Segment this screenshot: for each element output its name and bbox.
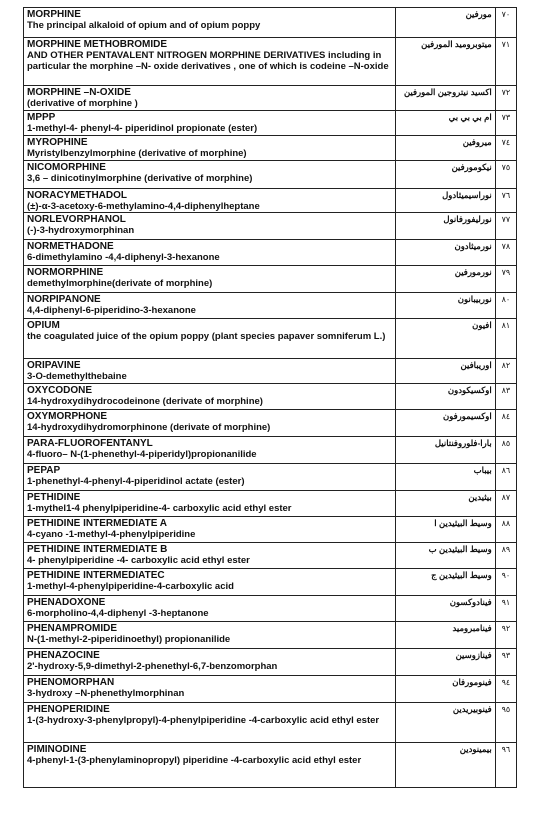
arabic-name: نوراسيميثادول (395, 189, 495, 213)
substance-name: NORLEVORPHANOL (27, 214, 126, 225)
substance-name: MPPP (27, 112, 56, 123)
arabic-name: نورليفورفانول (395, 213, 495, 240)
row-number: ٧٤ (495, 136, 516, 161)
table-row (24, 293, 517, 319)
arabic-name: نوربيبانون (395, 293, 495, 319)
substance-description: 14-hydroxydihydromorphinone (derivate of morphine) (27, 422, 271, 433)
row-number: ٧٦ (495, 189, 516, 213)
english-cell (24, 240, 396, 266)
arabic-name: وسيط البيثيدين ب (395, 543, 495, 569)
arabic-name: بيمينودين (395, 743, 495, 788)
row-number: ٧٧ (495, 213, 516, 240)
table-row (24, 491, 517, 517)
english-cell (24, 676, 396, 703)
table-row (24, 240, 517, 266)
substance-description: 1-methyl-4-phenylpiperidine-4-carboxylic acid (27, 581, 234, 592)
arabic-name: بيثيدين (395, 491, 495, 517)
english-cell (24, 359, 396, 384)
substance-description: N-(1-methyl-2-piperidinoethyl) propionanilide (27, 634, 231, 645)
substance-name: NORMETHADONE (27, 241, 114, 252)
row-number: ٧٢ (495, 86, 516, 111)
substance-description: 14-hydroxydihydrocodeinone (derivate of morphine) (27, 396, 263, 407)
table-row (24, 464, 517, 491)
english-cell (24, 543, 396, 569)
table-row (24, 213, 517, 240)
substance-name: MORPHINE –N-OXIDE (27, 87, 131, 98)
english-cell (24, 161, 396, 189)
row-number: ٩٥ (495, 703, 516, 743)
row-number: ٩١ (495, 596, 516, 622)
row-number: ٨٩ (495, 543, 516, 569)
arabic-name: وسيط البيثيدين ج (395, 569, 495, 596)
substance-description: 3-hydroxy –N-phenethylmorphinan (27, 688, 185, 699)
english-cell (24, 384, 396, 410)
english-cell (24, 464, 396, 491)
english-cell (24, 38, 396, 86)
table-row (24, 437, 517, 464)
table-row (24, 319, 517, 359)
substance-description: (±)-α-3-acetoxy-6-methylamino-4,4-diphenylheptane (27, 201, 260, 212)
substance-description: 2'-hydroxy-5,9-dimethyl-2-phenethyl-6,7-benzomorphan (27, 661, 278, 672)
substance-name: PIMINODINE (27, 744, 87, 755)
arabic-name: فينومورفان (395, 676, 495, 703)
substance-name: NORPIPANONE (27, 294, 101, 305)
row-number: ٩٤ (495, 676, 516, 703)
arabic-name: ميتوبروميد المورفين (395, 38, 495, 86)
narcotics-table (23, 7, 517, 788)
substance-name: MORPHINE (27, 9, 81, 20)
arabic-name: مورفين (395, 8, 495, 38)
row-number: ٨٥ (495, 437, 516, 464)
arabic-name: نورمورفين (395, 266, 495, 293)
row-number: ٨٤ (495, 410, 516, 437)
substance-name: PETHIDINE INTERMEDIATEC (27, 570, 165, 581)
substance-description: the coagulated juice of the opium poppy (plant species papaver somniferum L.) (27, 331, 386, 342)
row-number: ٨٧ (495, 491, 516, 517)
english-cell (24, 649, 396, 676)
substance-description: 4- phenylpiperidine -4- carboxylic acid ethyl ester (27, 555, 250, 566)
substance-description: 6-morpholino-4,4-diphenyl -3-heptanone (27, 608, 209, 619)
substance-name: MYROPHINE (27, 137, 88, 148)
substance-name: NICOMORPHINE (27, 162, 106, 173)
row-number: ٨٦ (495, 464, 516, 491)
substance-description: 1-methyl-4- phenyl-4- piperidinol propionate (ester) (27, 123, 258, 134)
table-row (24, 569, 517, 596)
row-number: ٨٠ (495, 293, 516, 319)
substance-name: PARA-FLUOROFENTANYL (27, 438, 153, 449)
substance-name: PHENADOXONE (27, 597, 106, 608)
english-cell (24, 622, 396, 649)
english-cell (24, 136, 396, 161)
table-row (24, 38, 517, 86)
substance-description: 3,6 – dinicotinylmorphine (derivative of morphine) (27, 173, 253, 184)
table-row (24, 410, 517, 437)
row-number: ٨١ (495, 319, 516, 359)
english-cell (24, 266, 396, 293)
table-row (24, 649, 517, 676)
english-cell (24, 569, 396, 596)
arabic-name: ام بي بي بي (395, 111, 495, 136)
row-number: ٩٠ (495, 569, 516, 596)
row-number: ٧٠ (495, 8, 516, 38)
row-number: ٨٢ (495, 359, 516, 384)
table-row (24, 543, 517, 569)
substance-name: PEPAP (27, 465, 61, 476)
table-row (24, 703, 517, 743)
substance-description: (-)-3-hydroxymorphinan (27, 225, 135, 236)
arabic-name: ميروفين (395, 136, 495, 161)
english-cell (24, 743, 396, 788)
substance-name: NORACYMETHADOL (27, 190, 127, 201)
substance-description: AND OTHER PENTAVALENT NITROGEN MORPHINE DERIVATIVES including in particular the morphine –N- oxide derivatives , one of which is codeine –N-oxide (27, 50, 389, 72)
substance-name: OPIUM (27, 320, 60, 331)
table-row (24, 359, 517, 384)
substance-name: PETHIDINE (27, 492, 81, 503)
arabic-name: اوكسيكودون (395, 384, 495, 410)
arabic-name: اوكسيمورفون (395, 410, 495, 437)
substance-description: 1-(3-hydroxy-3-phenylpropyl)-4-phenylpiperidine -4-carboxylic acid ethyl ester (27, 715, 380, 726)
arabic-name: اوريبافين (395, 359, 495, 384)
arabic-name: وسيط البيثيدين ا (395, 517, 495, 543)
row-number: ٩٦ (495, 743, 516, 788)
row-number: ٧٣ (495, 111, 516, 136)
english-cell (24, 491, 396, 517)
arabic-name: فينادوكسون (395, 596, 495, 622)
arabic-name: بيباب (395, 464, 495, 491)
row-number: ٧٥ (495, 161, 516, 189)
table-body (24, 8, 517, 788)
table-row (24, 622, 517, 649)
table-row (24, 596, 517, 622)
substance-description: 4,4-diphenyl-6-piperidino-3-hexanone (27, 305, 196, 316)
arabic-name: فينامبروميد (395, 622, 495, 649)
table-row (24, 676, 517, 703)
substance-name: MORPHINE METHOBROMIDE (27, 39, 167, 50)
row-number: ٨٨ (495, 517, 516, 543)
row-number: ٩٣ (495, 649, 516, 676)
table-row (24, 743, 517, 788)
english-cell (24, 410, 396, 437)
row-number: ٨٣ (495, 384, 516, 410)
substance-description: 6-dimethylamino -4,4-diphenyl-3-hexanone (27, 252, 220, 263)
substance-name: OXYMORPHONE (27, 411, 108, 422)
arabic-name: افيون (395, 319, 495, 359)
substance-description: 4-fluoro– N-(1-phenethyl-4-piperidyl)propionanilide (27, 449, 257, 460)
substance-name: PHENAZOCINE (27, 650, 100, 661)
row-number: ٧٨ (495, 240, 516, 266)
substance-description: Myristylbenzylmorphine (derivative of morphine) (27, 148, 247, 159)
substance-description: The principal alkaloid of opium and of opium poppy (27, 20, 261, 31)
table-row (24, 189, 517, 213)
table-row (24, 8, 517, 38)
substance-description: 4-phenyl-1-(3-phenylaminopropyl) piperidine -4-carboxylic acid ethyl ester (27, 755, 362, 766)
table-row (24, 111, 517, 136)
table-row (24, 517, 517, 543)
substance-name: PHENOPERIDINE (27, 704, 110, 715)
row-number: ٧١ (495, 38, 516, 86)
english-cell (24, 189, 396, 213)
english-cell (24, 437, 396, 464)
substance-description: demethylmorphine(derivate of morphine) (27, 278, 213, 289)
english-cell (24, 319, 396, 359)
table-row (24, 86, 517, 111)
english-cell (24, 293, 396, 319)
english-cell (24, 111, 396, 136)
english-cell (24, 86, 396, 111)
arabic-name: بارا-فلوروفنتانيل (395, 437, 495, 464)
substance-name: NORMORPHINE (27, 267, 104, 278)
substance-description: 4-cyano -1-methyl-4-phenylpiperidine (27, 529, 196, 540)
arabic-name: فينوبيريدين (395, 703, 495, 743)
english-cell (24, 703, 396, 743)
table-row (24, 384, 517, 410)
english-cell (24, 8, 396, 38)
substance-name: PHENAMPROMIDE (27, 623, 118, 634)
english-cell (24, 213, 396, 240)
substance-name: PETHIDINE INTERMEDIATE B (27, 544, 168, 555)
english-cell (24, 596, 396, 622)
table-row (24, 161, 517, 189)
substance-description: 1-mythel1-4 phenylpiperidine-4- carboxylic acid ethyl ester (27, 503, 292, 514)
arabic-name: نيكومورفين (395, 161, 495, 189)
row-number: ٧٩ (495, 266, 516, 293)
substance-name: ORIPAVINE (27, 360, 81, 371)
substance-description: 1-phenethyl-4-phenyl-4-piperidinol actate (ester) (27, 476, 245, 487)
substance-name: PHENOMORPHAN (27, 677, 115, 688)
table-row (24, 136, 517, 161)
arabic-name: نورميثادون (395, 240, 495, 266)
arabic-name: فينازوسين (395, 649, 495, 676)
substance-description: (derivative of morphine ) (27, 98, 138, 109)
substance-name: PETHIDINE INTERMEDIATE A (27, 518, 168, 529)
substance-name: OXYCODONE (27, 385, 93, 396)
table-row (24, 266, 517, 293)
english-cell (24, 517, 396, 543)
substance-description: 3-O-demethylthebaine (27, 371, 127, 382)
row-number: ٩٢ (495, 622, 516, 649)
arabic-name: اكسيد نيتروجين المورفين (395, 86, 495, 111)
